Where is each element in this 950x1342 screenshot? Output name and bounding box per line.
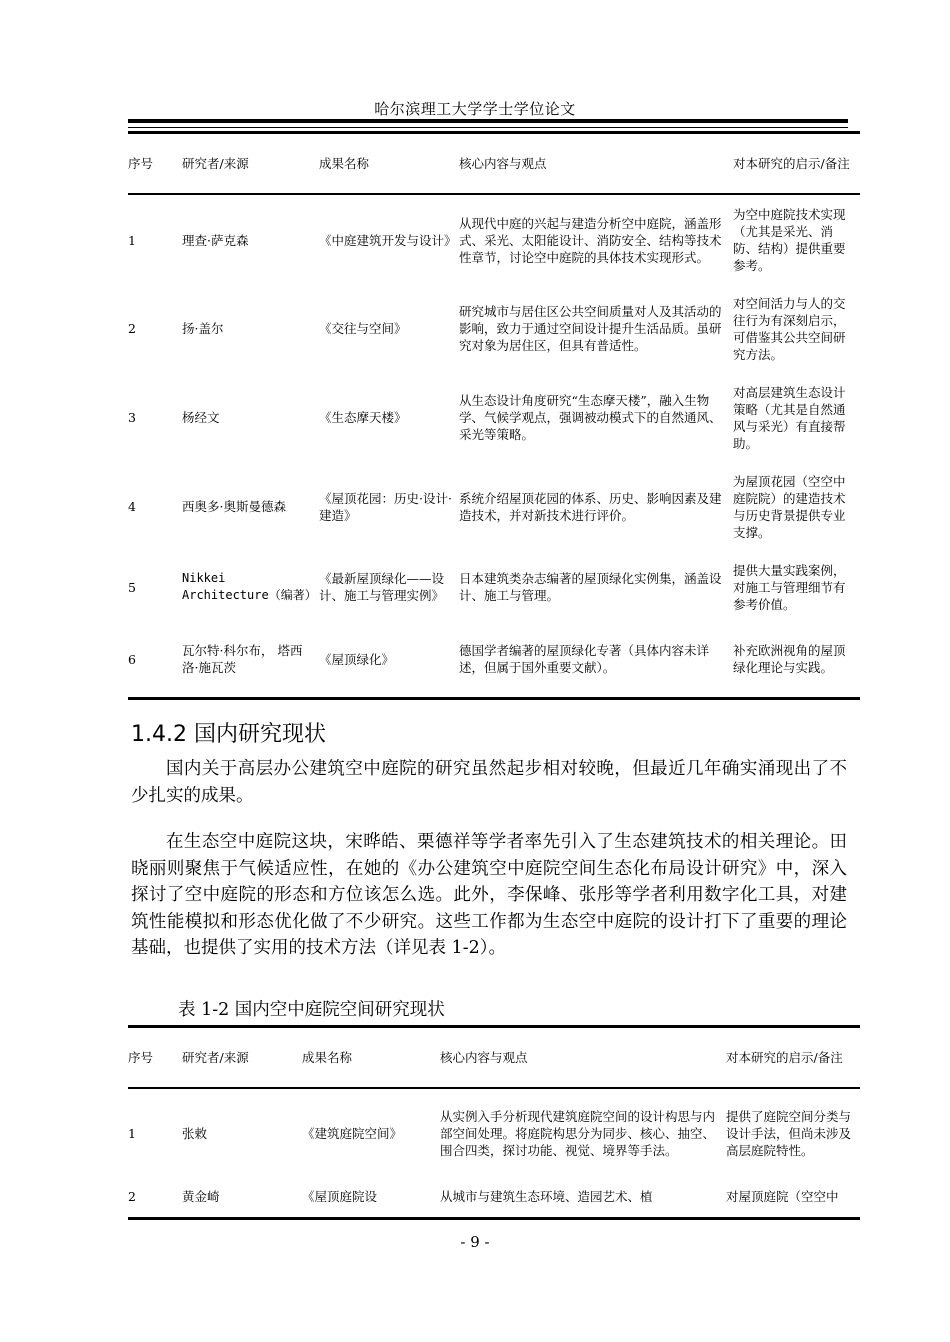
table-cell: 从现代中庭的兴起与建造分析空中庭院，涵盖形式、采光、太阳能设计、消防安全、结构等技术性章节，讨论空中庭院的具体技术实现形式。: [459, 215, 722, 265]
table-row: [128, 551, 860, 623]
table-row: [128, 1090, 860, 1176]
paragraph: 国内关于高层办公建筑空中庭院的研究虽然起步相对较晚，但最近几年确实涌现出了不少扎实的成果。: [131, 759, 847, 806]
table-cell: 对屋顶庭院（空空中: [726, 1188, 839, 1204]
table2-header-cell: 研究者/来源: [182, 1049, 249, 1065]
table-cell: 2: [128, 321, 136, 336]
table-cell: 系统介绍屋顶花园的体系、历史、影响因素及建造技术，并对新技术进行评价。: [459, 490, 722, 523]
table-cell: 《屋顶花园：历史·设计·建造》: [319, 490, 452, 523]
table-cell: 补充欧洲视角的屋顶绿化理论与实践。: [733, 643, 846, 675]
table-cell: 《屋顶庭院设: [302, 1188, 378, 1204]
table-row: [128, 462, 860, 551]
table1-header-row: [128, 134, 860, 192]
table-cell: 2: [128, 1188, 136, 1204]
table-cell: 对空间活力与人的交往行为有深刻启示，可借鉴其公共空间研究方法。: [733, 295, 846, 362]
table-cell: 为空中庭院技术实现（尤其是采光、消防、结构）提供重要参考。: [733, 207, 846, 273]
table-cell: 从生态设计角度研究“生态摩天楼”，融入生物学、气候学观点，强调被动模式下的自然通风、采光等策略。: [459, 393, 722, 442]
table-cell: 日本建筑类杂志编著的屋顶绿化实例集，涵盖设计、施工与管理。: [459, 571, 722, 603]
section-heading: 1.4.2 国内研究现状: [131, 722, 326, 747]
table-cell: 《屋顶绿化》: [319, 651, 395, 667]
table-cell: 从城市与建筑生态环境、造园艺术、植: [440, 1188, 653, 1204]
table2-header-cell: 对本研究的启示/备注: [726, 1049, 843, 1065]
table1-header-cell: 核心内容与观点: [459, 155, 547, 171]
table-cell: 《生态摩天楼》: [319, 410, 407, 425]
table-cell: 德国学者编著的屋顶绿化专著（具体内容未详述，但属于国外重要文献）。: [459, 643, 710, 675]
table1: [128, 134, 860, 695]
table1-header-cell: 对本研究的启示/备注: [733, 155, 850, 171]
header-rule-thin: [128, 127, 848, 128]
table2-header-row: [128, 1028, 860, 1086]
table-cell: 张敕: [182, 1125, 208, 1141]
table-cell: 黄金崎: [182, 1188, 220, 1204]
table-cell: 从实例入手分析现代建筑庭院空间的设计构思与内部空间处理。将庭院构思分为同步、核心、抽空、围合四类，探讨功能、视觉、境界等手法。: [440, 1108, 716, 1158]
table-cell: 扬·盖尔: [182, 321, 224, 336]
table-cell: 瓦尔特·科尔布， 塔西洛·施瓦茨: [182, 643, 303, 675]
table1-header-cell: 成果名称: [319, 155, 370, 171]
table1-header-cell: 序号: [128, 155, 154, 171]
table-cell: 杨经文: [182, 410, 220, 425]
table-cell: 对高层建筑生态设计策略（尤其是自然通风与采光）有直接帮助。: [733, 384, 846, 451]
table-cell: 理查·萨克森: [182, 232, 249, 248]
table2-header-cell: 序号: [128, 1049, 154, 1065]
table2-bottom-rule: [128, 1217, 860, 1220]
running-header: 哈尔滨理工大学学士学位论文: [374, 100, 576, 118]
table2: [128, 1028, 860, 1216]
table-row: [128, 623, 860, 695]
table-cell: Nikkei Architecture（编著）: [182, 571, 317, 602]
table-row: [128, 1176, 860, 1216]
table1-header-cell: 研究者/来源: [182, 155, 249, 171]
table-cell: 1: [128, 232, 136, 248]
table-cell: 3: [128, 410, 136, 425]
table-cell: 为屋顶花园（空空中庭院院）的建造技术与历史背景提供专业支撑。: [733, 473, 846, 540]
table-caption: 表 1-2 国内空中庭院空间研究现状: [178, 1000, 445, 1020]
table-cell: 5: [128, 579, 136, 595]
table-cell: 6: [128, 651, 136, 667]
table-cell: 研究城市与居住区公共空间质量对人及其活动的影响，致力于通过空间设计提升生活品质。虽研究对象为居住区，但具有普适性。: [459, 304, 722, 353]
table-cell: 1: [128, 1125, 136, 1141]
table-row: [128, 373, 860, 462]
table1-bottom-rule: [128, 697, 860, 700]
header-rule: [128, 119, 848, 123]
table-cell: 《最新屋顶绿化——设计、施工与管理实例》: [319, 571, 445, 603]
table-cell: 提供了庭院空间分类与设计手法，但尚未涉及高层庭院特性。: [726, 1108, 852, 1158]
page-number: - 9 -: [460, 1233, 490, 1251]
table-cell: 提供大量实践案例，对施工与管理细节有参考价值。: [733, 562, 846, 612]
table-cell: 《建筑庭院空间》: [302, 1125, 403, 1141]
table-row: [128, 284, 860, 373]
table2-header-cell: 成果名称: [302, 1049, 353, 1065]
table-cell: 4: [128, 499, 136, 514]
paragraph: 在生态空中庭院这块，宋晔皓、栗德祥等学者率先引入了生态建筑技术的相关理论。田晓丽则聚焦于气候适应性，在她的《办公建筑空中庭院空间生态化布局设计研究》中，深入探讨了空中庭院的形态和方位该怎么选。此外，李保峰、张彤等学者利用数字化工具，对建筑性能模拟和形态优化做了不少研究。这些工作都为生态空中庭院的设计打下了重要的理论基础，也提供了实用的技术方法（详见表 1-2）。: [131, 832, 847, 958]
table-cell: 西奥多·奥斯曼德森: [182, 499, 286, 514]
table-cell: 《交往与空间》: [319, 321, 407, 336]
table2-header-cell: 核心内容与观点: [440, 1049, 528, 1065]
table-cell: 《中庭建筑开发与设计》: [319, 232, 457, 248]
table-row: [128, 196, 860, 284]
